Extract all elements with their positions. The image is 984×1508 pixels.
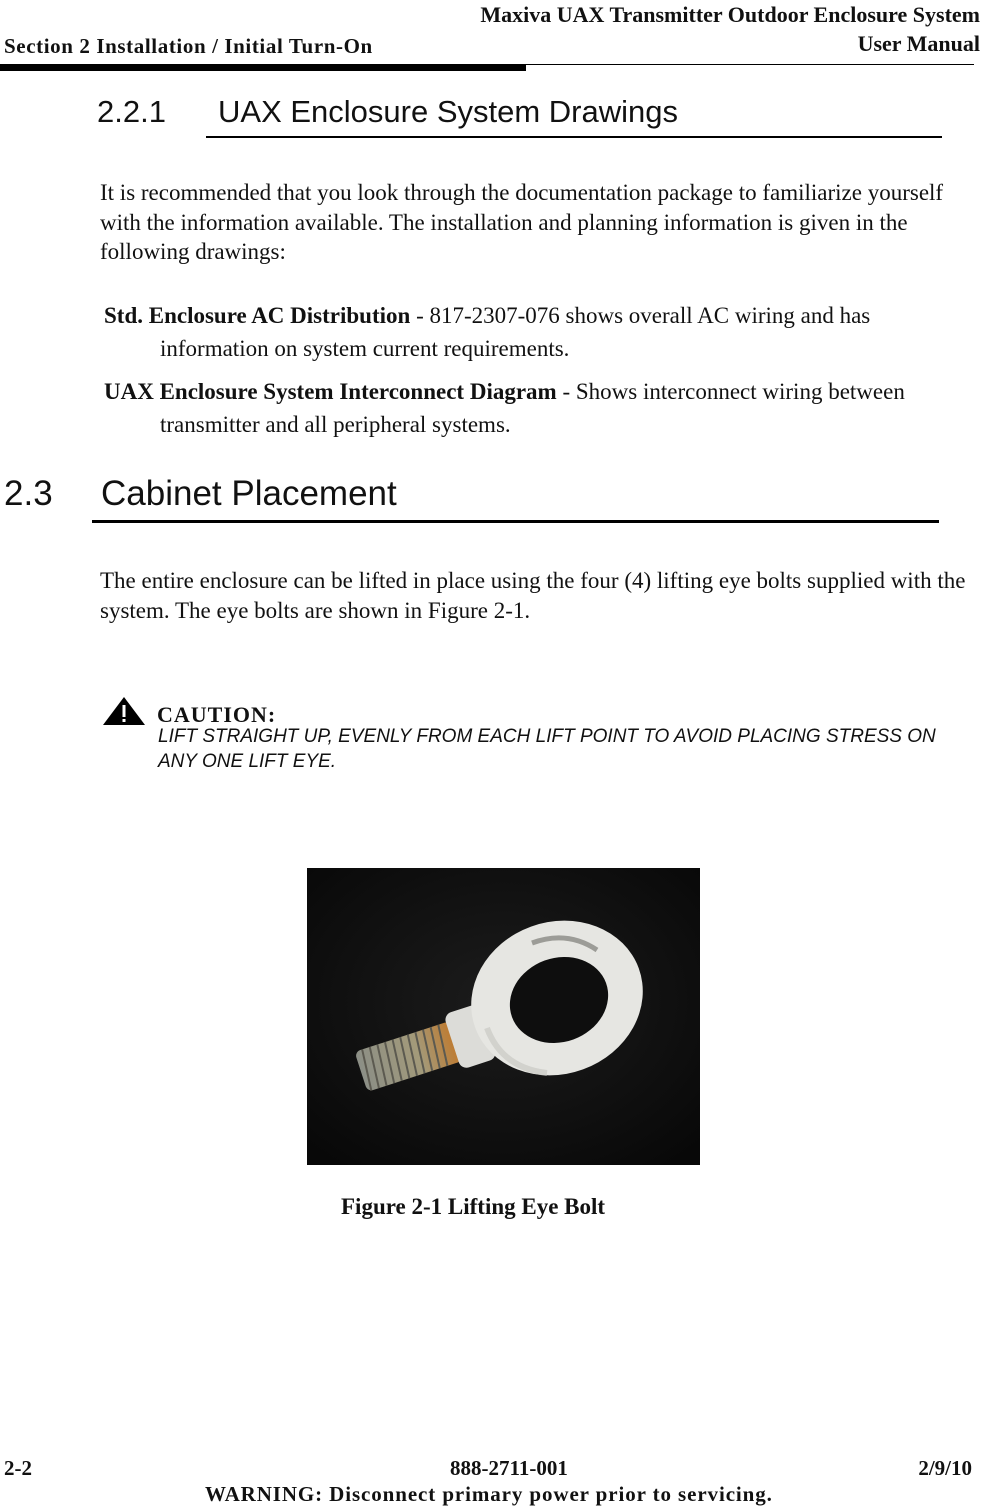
footer-date: 2/9/10 [918, 1456, 972, 1480]
drawing-item-interconnect [104, 375, 980, 441]
heading-23-rule [92, 520, 939, 523]
drawing-item-desc: - Shows interconnect wiring between [556, 379, 905, 404]
drawing-item-term: Std. Enclosure AC Distribution [104, 303, 411, 328]
footer-warning: WARNING: Disconnect primary power prior to servicing. [205, 1482, 773, 1506]
intro-paragraph: It is recommended that you look through the documentation package to familiarize yourself with the information available. The installation and planning information is given in the following drawings: [100, 180, 944, 264]
drawing-item-term: UAX Enclosure System Interconnect Diagram [104, 379, 557, 404]
warning-triangle-icon [102, 696, 146, 726]
footer-doc-number: 888-2711-001 [450, 1456, 568, 1480]
heading-221-number: 2.2.1 [97, 94, 166, 129]
placement-paragraph: The entire enclosure can be lifted in place using the four (4) lifting eye bolts supplied with the system. The eye bolts are shown in Figure 2-1. [100, 568, 966, 623]
heading-23-title: Cabinet Placement [101, 474, 397, 513]
manual-title-line1: Maxiva UAX Transmitter Outdoor Enclosure System [480, 2, 980, 27]
figure-caption: Figure 2-1 Lifting Eye Bolt [341, 1194, 606, 1219]
manual-title-line2: User Manual [857, 31, 980, 56]
caution-label: CAUTION: [157, 702, 277, 727]
eye-bolt-illustration [307, 868, 700, 1165]
caution-text: LIFT STRAIGHT UP, EVENLY FROM EACH LIFT POINT TO AVOID PLACING STRESS ON ANY ONE LIFT EYE. [158, 726, 936, 772]
heading-221-rule [206, 136, 942, 138]
drawing-item-desc-cont: information on system current requirements. [160, 336, 570, 361]
heading-221-title: UAX Enclosure System Drawings [218, 94, 678, 129]
lifting-eye-bolt-photo [307, 868, 700, 1165]
footer-page-number: 2-2 [4, 1456, 32, 1480]
drawing-item-desc: - 817-2307-076 shows overall AC wiring and has [410, 303, 871, 328]
header-thick-rule [0, 64, 526, 71]
drawing-item-ac-distribution [104, 299, 974, 365]
header-thin-rule [526, 64, 974, 65]
drawing-item-desc-cont: transmitter and all peripheral systems. [160, 412, 511, 437]
section-header: Section 2 Installation / Initial Turn-On [4, 34, 373, 58]
manual-title [480, 0, 980, 58]
heading-23-number: 2.3 [4, 474, 53, 513]
